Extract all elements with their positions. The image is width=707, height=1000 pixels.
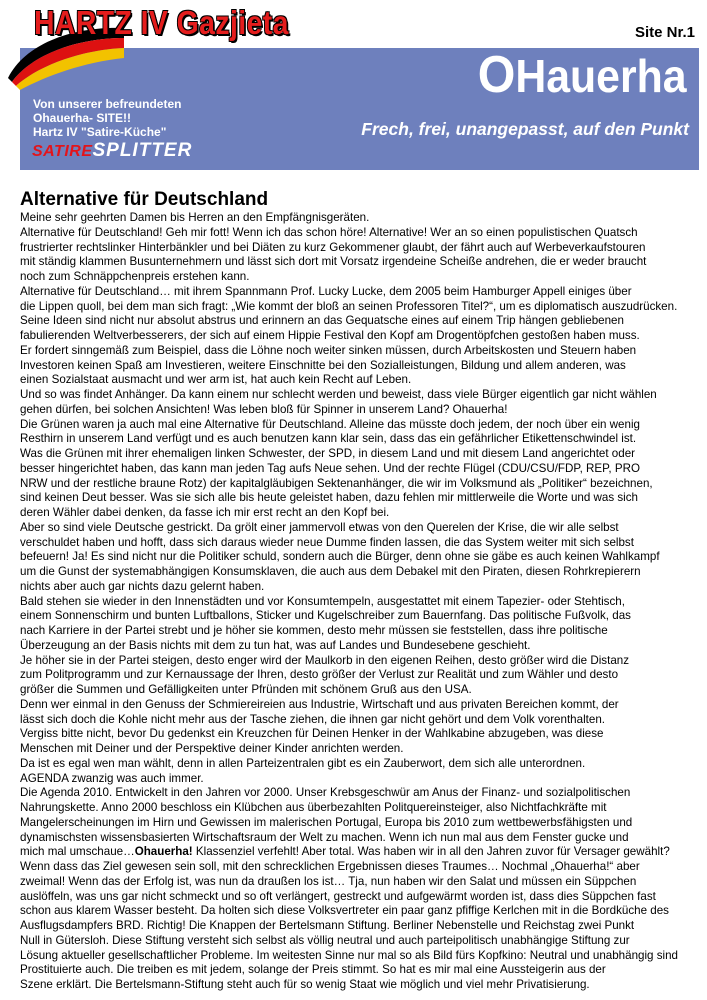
body-line: lässt sich doch die Kohle nicht mehr aus der Tasche ziehen, die ihnen gar nicht gehört und dem Volk vorenthalten. — [20, 712, 605, 726]
body-segment: Klassenziel verfehlt! Aber total. Was haben wir in all den Jahren zuvor für Versager gewählt? — [192, 845, 670, 859]
site-number: Site Nr.1 — [634, 24, 695, 41]
body-segment: mich mal umschaue… — [20, 845, 135, 859]
body-line: frustrierter rechtslinker Hinterbänkler und bei Diäten zu kurz Gekommener glaubt, der fährt auch auf Werbeverkaufstouren — [20, 240, 646, 254]
body-line: Investoren keinen Spaß am Investieren, weitere Einschnitte bei den Sozialleistungen, Bildung und allem anderen, was — [20, 358, 626, 372]
body-line: Meine sehr geehrten Damen bis Herren an den Empfängnisgeräten. — [20, 211, 370, 224]
body-line: fabulierenden Weltverbesserers, der sich auf einem Hippie Festival den Kopf am Drogentöpfchen gestoßen haben muss. — [20, 329, 640, 342]
slogan: Frech, frei, unangepasst, auf den Punkt — [361, 119, 689, 139]
body-line: NRW und der restliche braune Rotz) der kapitalgläubigen Sektenanhänger, die wir im Volksmund als „Politiker“ bezeichnen, — [20, 476, 653, 490]
intro-line: Ohauerha- SITE!! — [33, 111, 132, 125]
body-line: deren Wähler dabei denken, da fasse ich mir erst recht an den Kopf bei. — [20, 506, 390, 519]
splitter-word: SPLITTER — [92, 140, 193, 161]
satire-word: SATIRE — [32, 143, 93, 160]
body-line: Die Agenda 2010. Entwickelt in den Jahren vor 2000. Unser Krebsgeschwür am Anus der Finanz- und sozialpolitischen — [20, 786, 631, 800]
body-line: Vergiss bitte nicht, bevor Du gedenkst ein Kreuzchen für Deinen Henker in der Wahlkabine abzugeben, was diese — [20, 727, 604, 741]
body-line: Lösung aktueller gesellschaftlicher Probleme. Im weitesten Sinne nur mal so als Bild fürs Kopfkino: Neutral und unabhängig sind — [20, 948, 678, 962]
body-line: Aber so sind viele Deutsche gestrickt. Da grölt einer jammervoll etwas von den Querelen der Krise, die wir alle selbst — [20, 520, 619, 534]
body-line: Mangelerscheinungen im Hirn und Gewissen im malerischen Portugal, Europa bis 2010 zum wettbewerbsfähigsten und — [20, 815, 633, 829]
body-line: zum Politprogramm und zur Kernaussage der Ihren, desto größer der Verlust zur Realität und zum Wähler und desto — [20, 668, 619, 682]
body-line: Nahrungskette. Anno 2000 beschloss ein Klübchen aus überbezahlten Politquereinsteiger, also Nichtfachkräfte mit — [20, 801, 607, 814]
body-line: einem Sonnenschirm und bunten Luftballons, Sticker und Kugelschreiber zum Bauernfang. Das politische Fußvolk, das — [20, 609, 631, 623]
body-line: besser hingerichtet haben, das kann man jeden Tag aufs Neue sehen. Und der rechte Flügel (CDU/CSU/FDP, REP, PRO — [20, 461, 640, 475]
intro-line: Hartz IV "Satire-Küche" — [33, 125, 167, 139]
body-line: Prostituierte auch. Die treiben es mit jedem, solange der Preis stimmt. So hat es mir mal eine Aussteigerin aus der — [20, 963, 606, 977]
satire-splitter-label — [32, 140, 192, 162]
body-line: schon aus klarem Wasser besteht. Da holten sich diese Volksvertreter ein paar ganz pfiffige Kerlchen mit in die Bordküche des — [20, 904, 669, 918]
body-line: um die Gunst der systemabhängigen Konsumsklaven, die auch aus dem Debakel mit den Piraten, diesen Rohrkrepierern — [20, 565, 641, 578]
body-line: Menschen mit Deiner und der Perspektive deiner Kinder anrichten werden. — [20, 742, 404, 755]
brand-name — [478, 46, 687, 104]
body-line: nach Karriere in der Partei strebt und je höher sie kommen, desto mehr müssen sie feststellen, dass ihre politische — [20, 624, 608, 637]
body-line: einen Sozialstaat ausmacht und wer arm ist, hat auch kein Recht auf Leben. — [20, 373, 412, 387]
body-line: zweimal! Wenn das der Erfolg ist, was nun da draußen los ist… Tja, nun haben wir den Salat und müssen ein Süppchen — [20, 874, 637, 888]
body-line: dynamischsten wissensbasierten Wirtschaftsraum der Welt zu machen. Wenn ich nun mal aus dem Fenster gucke und — [20, 830, 629, 844]
brand-initial: O — [478, 46, 516, 104]
newspaper-logo-title: HARTZ IV Gazjieta — [34, 4, 289, 41]
body-line: mit ständig klammen Busunternehmern und lässt sich dort mit Vorsatz irgendeine Scheiße andrehen, die er weder braucht — [20, 255, 647, 269]
body-line: die Lippen quoll, bei dem man sich fragt: „Wie kommt der bloß an seinen Professoren Titel?“, um es diplomatisch auszudrücken. — [20, 299, 678, 313]
body-line: sind keinen Deut besser. Was sie sich alle bis heute geleistet haben, dazu fehlen mir mittlerweile die Worte und was sich — [20, 491, 639, 505]
body-line: verschuldet haben und hofft, dass sich daraus wieder neue Dumme finden lassen, die das System weiter mit sich selbst — [20, 535, 634, 549]
intro-line: Von unserer befreundeten — [33, 97, 182, 111]
body-line: Je höher sie in der Partei steigen, desto enger wird der Maulkorb in den eigenen Reihen, desto größer wird die Distanz — [20, 653, 630, 667]
body-line: Null in Gütersloh. Diese Stiftung versteht sich selbst als völlig neutral und auch parteipolitisch unabhängige Stiftung zur — [20, 933, 630, 947]
body-line: AGENDA zwanzig was auch immer. — [20, 771, 204, 785]
body-line: Da ist es egal wen man wählt, denn in allen Parteizentralen gibt es ein Zauberwort, dem sich alle unterordnen. — [20, 756, 586, 770]
body-line: befeuern! Ja! Es sind nicht nur die Politiker schuld, sondern auch die Bürger, denn ohne sie gäbe es auch keinen Wahlkampf — [20, 550, 660, 564]
body-line: Bald stehen sie wieder in den Innenstädten und vor Konsumtempeln, ausgestattet mit einem Tapezier- oder Stehtisch, — [20, 594, 625, 608]
body-line: Resthirn in unserem Land verfügt und es auch benutzen kann klar sein, dass das ein gefährlicher Etikettenschwindel ist. — [20, 432, 637, 446]
ohauerha-emphasis: Ohauerha! — [134, 845, 193, 859]
body-line: nichts aber auch gar nichts dazu gelernt haben. — [20, 579, 265, 593]
body-line: Was die Grünen mit ihrer ehemaligen linken Schwester, der SPD, in diesem Land und mit diesem Land angerichtet oder — [20, 447, 636, 460]
body-line: Wenn dass das Ziel gewesen sein soll, mit den schrecklichen Ergebnissen dieses Traumes… Nochmal „Ohauerha!“ aber — [20, 860, 640, 873]
body-line: auslöffeln, was uns gar nicht schmeckt und so oft verlängert, gestreckt und aufgewärmt worden ist, dass dies Süppchen fast — [20, 889, 656, 903]
body-line: Seine Ideen sind nicht nur absolut abstrus und erinnern an das Gequatsche eines auf einem Trip hängen gebliebenen — [20, 314, 624, 328]
body-line: noch zum Schnäppchenpreis erstehen kann. — [20, 270, 250, 283]
article-body — [20, 211, 695, 993]
body-line: größer die Summen und Gefälligkeiten unter Pfründen mit schönem Gruß aus den USA. — [20, 683, 472, 696]
body-line: Ausflugsdampfers BRD. Richtig! Die Knappen der Bertelsmann Stiftung. Berliner Nebenstelle und Reichstag zwei Punkt — [20, 919, 635, 932]
body-line: Er fordert sinngemäß zum Beispiel, dass die Löhne noch weiter sinken müssen, durch Arbeitskosten und Steuern haben — [20, 343, 637, 357]
body-line: Die Grünen waren ja auch mal eine Alternative für Deutschland. Alleine das müsste doch jedem, der noch über ein wenig — [20, 417, 640, 431]
body-line: Und so was findet Anhänger. Da kann einem nur schlecht werden und beweist, dass viele Bürger eigentlich gar nicht wählen — [20, 388, 657, 401]
article-title: Alternative für Deutschland — [20, 189, 269, 210]
body-line — [20, 845, 695, 860]
body-line: Denn wer einmal in den Genuss der Schmiereireien aus Industrie, Wirtschaft und aus privaten Bereichen kommt, der — [20, 697, 619, 711]
intro-text — [33, 97, 283, 139]
body-line: Überzeugung an der Basis nichts mit dem zu tun hat, was auf Landes und Bundesebene geschieht. — [20, 638, 531, 652]
body-line: Alternative für Deutschland! Geh mir fott! Wenn ich das schon höre! Alternative! Wer an so einen populistischen Quatsch — [20, 225, 638, 239]
brand-rest: Hauerha — [515, 50, 687, 102]
body-line: gehen dürfen, bei solchen Ansichten! Was leben bloß für Spinner in unserem Land? Ohauerha! — [20, 402, 508, 416]
body-line: Szene erklärt. Die Bertelsmann-Stiftung steht auch für so wenig Staat wie möglich und viel mehr Privatisierung. — [20, 978, 590, 991]
body-line: Alternative für Deutschland… mit ihrem Spannmann Prof. Lucky Lucke, dem 2005 beim Hamburger Appell einiges über — [20, 284, 632, 298]
